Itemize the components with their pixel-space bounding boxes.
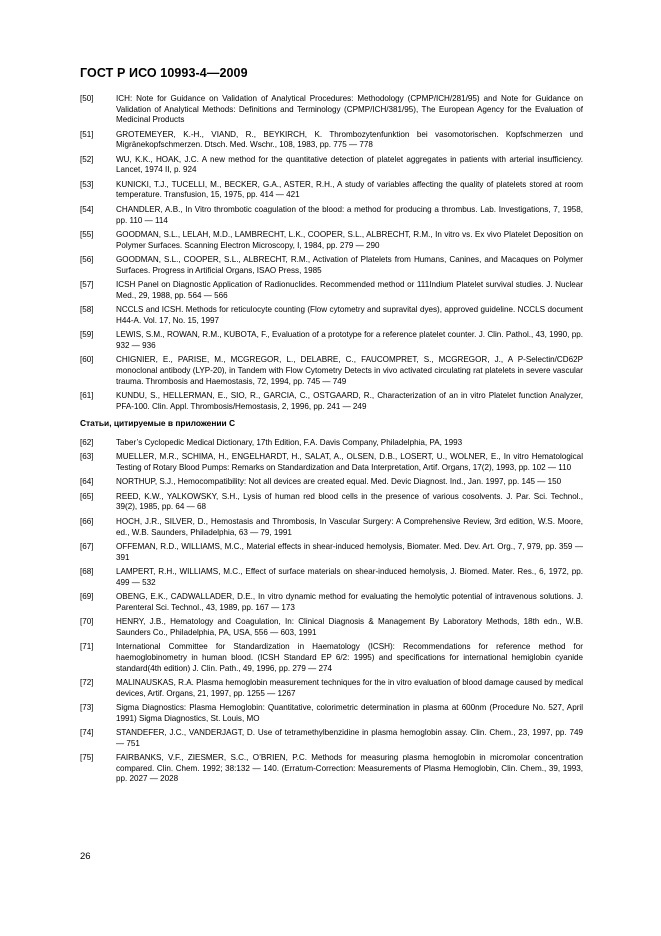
reference-entry bbox=[80, 728, 583, 749]
reference-text: KUNDU, S., HELLERMAN, E., SIO, R., GARCIA, C., OSTGAARD, R., Characterization of an in vitro Platelet function Analyzer, PFA-100. Clin. Appl. Thrombosis/Hemostasis, 2, 1996, pp. 241 — 249 bbox=[116, 391, 583, 411]
reference-text: NORTHUP, S.J., Hemocompatibility: Not all devices are created equal. Med. Devic Diagnost. Ind., Jan. 1997, pp. 145 — 150 bbox=[116, 477, 562, 487]
reference-number: [70] bbox=[80, 617, 94, 627]
reference-group-main bbox=[80, 94, 583, 412]
reference-entry bbox=[80, 94, 583, 126]
reference-number: [57] bbox=[80, 280, 94, 290]
reference-number: [61] bbox=[80, 391, 94, 401]
reference-text: STANDEFER, J.C., VANDERJAGT, D. Use of tetramethylbenzidine in plasma hemoglobin assay. Clin. Chem., 23, 1997, pp. 749 — 751 bbox=[116, 728, 583, 748]
reference-text: LAMPERT, R.H., WILLIAMS, M.C., Effect of surface materials on shear-induced hemolysis, J. Biomed. Mater. Res., 6, 1972, pp. 499 — 532 bbox=[116, 567, 583, 587]
reference-number: [52] bbox=[80, 154, 94, 164]
reference-number: [73] bbox=[80, 703, 94, 713]
reference-number: [66] bbox=[80, 516, 94, 526]
reference-text: Sigma Diagnostics: Plasma Hemoglobin: Quantitative, colorimetric determination in plasma at 600nm (Procedure No. 527, April 1991) Sigma Diagnostics, St. Louis, MO bbox=[116, 703, 583, 723]
reference-text: OBENG, E.K., CADWALLADER, D.E., In vitro dynamic method for evaluating the hemolytic potential of intravenous solutions. J. Parenteral Sci. Technol., 43, 1989, pp. 167 — 173 bbox=[116, 592, 583, 612]
reference-entry bbox=[80, 477, 583, 488]
reference-entry bbox=[80, 155, 583, 176]
reference-number: [58] bbox=[80, 305, 94, 315]
reference-entry bbox=[80, 180, 583, 201]
reference-number: [56] bbox=[80, 255, 94, 265]
reference-number: [75] bbox=[80, 753, 94, 763]
reference-entry bbox=[80, 355, 583, 387]
reference-number: [59] bbox=[80, 330, 94, 340]
reference-text: MUELLER, M.R., SCHIMA, H., ENGELHARDT, H., SALAT, A., OLSEN, D.B., LOSERT, U., WOLNER, E., In vitro Hematological Testing of Rotary Blood Pumps: Remarks on Standardization and Data Interpretation, Artif. Organs, 17(2), 1993, pp. 102 — 110 bbox=[116, 452, 583, 472]
reference-number: [60] bbox=[80, 355, 94, 365]
reference-text: GOODMAN, S.L., COOPER, S.L., ALBRECHT, R.M., Activation of Platelets from Humans, Canines, and Macaques on Polymer Surfaces. Progress in Artificial Organs, ISAO Press, 1985 bbox=[116, 255, 583, 275]
reference-entry bbox=[80, 617, 583, 638]
reference-entry bbox=[80, 703, 583, 724]
reference-text: MALINAUSKAS, R.A. Plasma hemoglobin measurement techniques for the in vitro evaluation of blood damage caused by medical devices, Artif. Organs, 21, 1997, pp. 1255 — 1267 bbox=[116, 678, 583, 698]
reference-number: [50] bbox=[80, 94, 94, 103]
reference-text: REED, K.W., YALKOWSKY, S.H., Lysis of human red blood cells in the presence of various cosolvents. J. Par. Sci. Technol., 39(2), 1985, pp. 64 — 68 bbox=[116, 491, 583, 512]
reference-number: [55] bbox=[80, 229, 94, 239]
reference-text: FAIRBANKS, V.F., ZIESMER, S.C., O’BRIEN, P.C. Methods for measuring plasma hemoglobin in micromolar concentration compared. Clin. Chem. 1992; 38:132 — 140. (Erratum-Correction: Measurements of Plasma Hemoglobin, Clin. Chem., 39, 1993, pp. 2027 — 2028 bbox=[116, 753, 583, 784]
reference-number: [72] bbox=[80, 678, 94, 688]
reference-entry bbox=[80, 230, 583, 251]
reference-entry bbox=[80, 753, 583, 785]
reference-number: [71] bbox=[80, 642, 94, 652]
reference-number: [62] bbox=[80, 437, 94, 447]
reference-text: International Committee for Standardization in Haematology (ICSH): Recommendations for reference method for haemoglobinometry in human blood. (ICSH Standard EP 6/2: 1995) and specifications for international hemiglobin cyanide standard(4th edition) J. Clin. Path., 49, 1996, pp. 279 — 274 bbox=[116, 642, 583, 673]
reference-entry bbox=[80, 255, 583, 276]
reference-number: [51] bbox=[80, 129, 94, 139]
reference-text: LEWIS, S.M., ROWAN, R.M., KUBOTA, F., Evaluation of a prototype for a reference platelet counter. J. Clin. Pathol., 43, 1990, pp. 932 — 936 bbox=[116, 330, 583, 350]
reference-text: CHANDLER, A.B., In Vitro thrombotic coagulation of the blood: a method for producing a thrombus. Lab. Investigations, 7, 1958, pp. 110 — 114 bbox=[116, 204, 583, 225]
reference-number: [74] bbox=[80, 728, 94, 738]
reference-entry bbox=[80, 678, 583, 699]
reference-text: GROTEMEYER, K.-H., VIAND, R., BEYKIRCH, K. Thrombozytenfunktion bei vasomotorischen. Kopfschmerzen und Migränekopfschmerzen. Dtsch. Med. Wschr., 108, 1983, pp. 775 — 778 bbox=[116, 129, 583, 150]
reference-entry bbox=[80, 642, 583, 674]
reference-text: HOCH, J.R., SILVER, D., Hemostasis and Thrombosis, In Vascular Surgery: A Comprehensive Review, 3rd edition, W.S. Moore, ed., W.B. Saunders, Philadelphia, 63 — 79, 1991 bbox=[116, 516, 583, 537]
reference-entry bbox=[80, 305, 583, 326]
reference-text: OFFEMAN, R.D., WILLIAMS, M.C., Material effects in shear-induced hemolysis, Biomater. Med. Dev. Art. Org., 7, 979, pp. 359 — 391 bbox=[116, 542, 583, 562]
page-number: 26 bbox=[80, 851, 91, 862]
reference-text: ICH: Note for Guidance on Validation of Analytical Procedures: Methodology (CPMP/ICH/281/95) and Note for Guidance on Validation of Analytical Methods: Definitions and Terminology (CPMP/ICH/381/95), The European Agency for the Evaluation of Medicinal Products bbox=[116, 94, 583, 125]
reference-group-appendix-c bbox=[80, 438, 583, 785]
reference-number: [53] bbox=[80, 179, 94, 189]
reference-number: [68] bbox=[80, 567, 94, 577]
reference-entry bbox=[80, 452, 583, 473]
reference-text: WU, K.K., HOAK, J.C. A new method for the quantitative detection of platelet aggregates in patients with arterial insufficiency. Lancet, 1974 II, p. 924 bbox=[116, 154, 583, 175]
reference-entry bbox=[80, 567, 583, 588]
reference-text: CHIGNIER, E., PARISE, M., MCGREGOR, L., DELABRE, C., FAUCOMPRET, S., MCGREGOR, J., A P-Selectin/CD62P monoclonal antibody (LYP-20), in Tandem with Flow Cytometry Detects in vivo activated circulating rat platelets in severe vascular trauma. Thrombosis and Haemostasis, 72, 1994, pp. 745 — 749 bbox=[116, 355, 583, 386]
section-title: Статьи, цитируемые в приложении С bbox=[80, 418, 236, 429]
reference-number: [69] bbox=[80, 592, 94, 602]
reference-entry bbox=[80, 205, 583, 226]
reference-entry bbox=[80, 492, 583, 513]
reference-entry bbox=[80, 391, 583, 412]
reference-list bbox=[80, 94, 583, 789]
reference-number: [64] bbox=[80, 477, 94, 487]
reference-text: NCCLS and ICSH. Methods for reticulocyte counting (Flow cytometry and supravital dyes), approved guideline. NCCLS document H44-A. Vol. 17, No. 15, 1997 bbox=[116, 305, 583, 325]
reference-entry bbox=[80, 517, 583, 538]
reference-text: HENRY, J.B., Hematology and Coagulation, In: Clinical Diagnosis & Management By Laboratory Methods, 18th edn., W.B. Saunders Co., Philadelphia, PA, USA, 556 — 603, 1991 bbox=[116, 617, 583, 637]
page-header-title: ГОСТ Р ИСО 10993-4—2009 bbox=[80, 66, 248, 80]
reference-entry bbox=[80, 542, 583, 563]
reference-number: [63] bbox=[80, 452, 94, 462]
reference-text: GOODMAN, S.L., LELAH, M.D., LAMBRECHT, L.K., COOPER, S.L., ALBRECHT, R.M., In vitro vs. Ex vivo Platelet Deposition on Polymer Surfaces. Scanning Electron Microscopy, I, 1984, pp. 279 — 290 bbox=[116, 229, 583, 250]
reference-text: KUNICKI, T.J., TUCELLI, M., BECKER, G.A., ASTER, R.H., A study of variables affecting the quality of platelets stored at room temperature. Transfusion, 15, 1975, pp. 414 — 421 bbox=[116, 179, 583, 200]
reference-number: [67] bbox=[80, 542, 94, 552]
reference-number: [65] bbox=[80, 491, 94, 501]
reference-entry bbox=[80, 438, 583, 449]
reference-entry bbox=[80, 330, 583, 351]
reference-text: ICSH Panel on Diagnostic Application of Radionuclides. Recommended method or 111Indium Platelet survival studies. J. Nuclear Med., 29, 1988, pp. 564 — 566 bbox=[116, 280, 583, 300]
reference-number: [54] bbox=[80, 204, 94, 214]
reference-text: Taber’s Cyclopedic Medical Dictionary, 17th Edition, F.A. Davis Company, Philadelphia, PA, 1993 bbox=[116, 437, 463, 447]
reference-entry bbox=[80, 592, 583, 613]
reference-entry bbox=[80, 130, 583, 151]
reference-entry bbox=[80, 280, 583, 301]
